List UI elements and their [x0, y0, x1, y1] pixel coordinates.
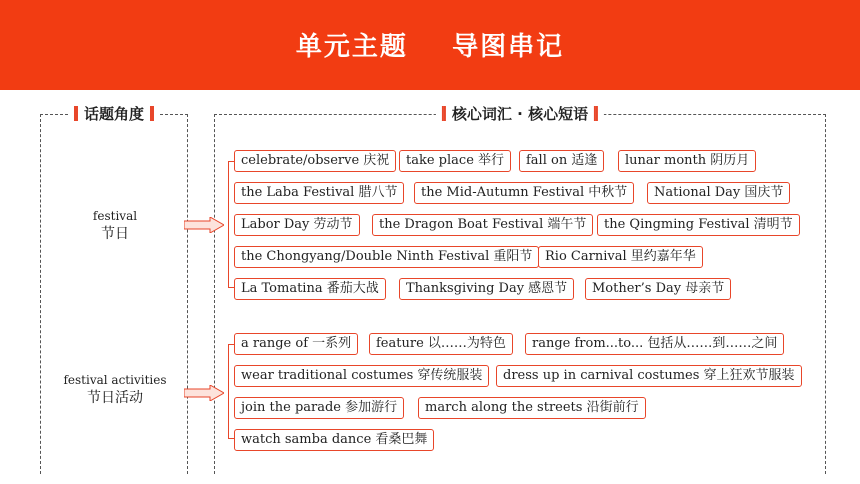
- page-title: 单元主题 导图串记: [295, 32, 565, 62]
- phrase-chip: fall on 适逢: [519, 150, 604, 172]
- phrase-chip: the Mid-Autumn Festival 中秋节: [414, 182, 634, 204]
- header-banner: [0, 0, 860, 90]
- phrase-chip: the Qingming Festival 清明节: [597, 214, 800, 236]
- phrase-chip: lunar month 阴历月: [618, 150, 756, 172]
- phrase-chip: Thanksgiving Day 感恩节: [399, 278, 574, 300]
- phrase-chip: the Dragon Boat Festival 端午节: [372, 214, 593, 236]
- topic-angle-title: [68, 103, 160, 124]
- topic-festival-en: festival: [92, 209, 138, 223]
- phrase-chip: the Chongyang/Double Ninth Festival 重阳节: [234, 246, 539, 268]
- arrow-right-icon: [184, 217, 224, 233]
- arrow-right-icon: [184, 385, 224, 401]
- phrase-chip: range from...to... 包括从……到……之间: [525, 333, 784, 355]
- phrase-chip: a range of 一系列: [234, 333, 358, 355]
- topic-festival-activities: [41, 371, 189, 407]
- topic-angle-label: 话题角度: [83, 105, 145, 123]
- phrase-chip: Labor Day 劳动节: [234, 214, 360, 236]
- phrase-chip: take place 举行: [399, 150, 511, 172]
- topic-festival-zh: 节日: [101, 226, 129, 242]
- phrase-chip: dress up in carnival costumes 穿上狂欢节服装: [496, 365, 802, 387]
- phrase-chip: march along the streets 沿街前行: [418, 397, 646, 419]
- title-tick-right: [594, 106, 598, 121]
- title-tick-right: [150, 106, 154, 121]
- topic-festival: [41, 207, 189, 243]
- topic-activities-en: festival activities: [63, 373, 167, 387]
- topic-activities-zh: 节日活动: [87, 390, 143, 406]
- phrase-chip: join the parade 参加游行: [234, 397, 404, 419]
- phrase-chip: feature 以……为特色: [369, 333, 513, 355]
- title-tick-left: [74, 106, 78, 121]
- phrase-chip: celebrate/observe 庆祝: [234, 150, 396, 172]
- core-vocabulary-title: [436, 103, 604, 124]
- phrase-chip: watch samba dance 看桑巴舞: [234, 429, 434, 451]
- phrase-chip: wear traditional costumes 穿传统服装: [234, 365, 489, 387]
- core-vocabulary-label: 核心词汇 · 核心短语: [451, 105, 589, 123]
- phrase-chip: National Day 国庆节: [647, 182, 790, 204]
- group2-bracket: [228, 344, 236, 439]
- phrase-chip: the Laba Festival 腊八节: [234, 182, 404, 204]
- phrase-chip: Rio Carnival 里约嘉年华: [538, 246, 703, 268]
- phrase-chip: La Tomatina 番茄大战: [234, 278, 386, 300]
- title-tick-left: [442, 106, 446, 121]
- phrase-chip: Mother’s Day 母亲节: [585, 278, 731, 300]
- topic-angle-panel: [40, 105, 188, 474]
